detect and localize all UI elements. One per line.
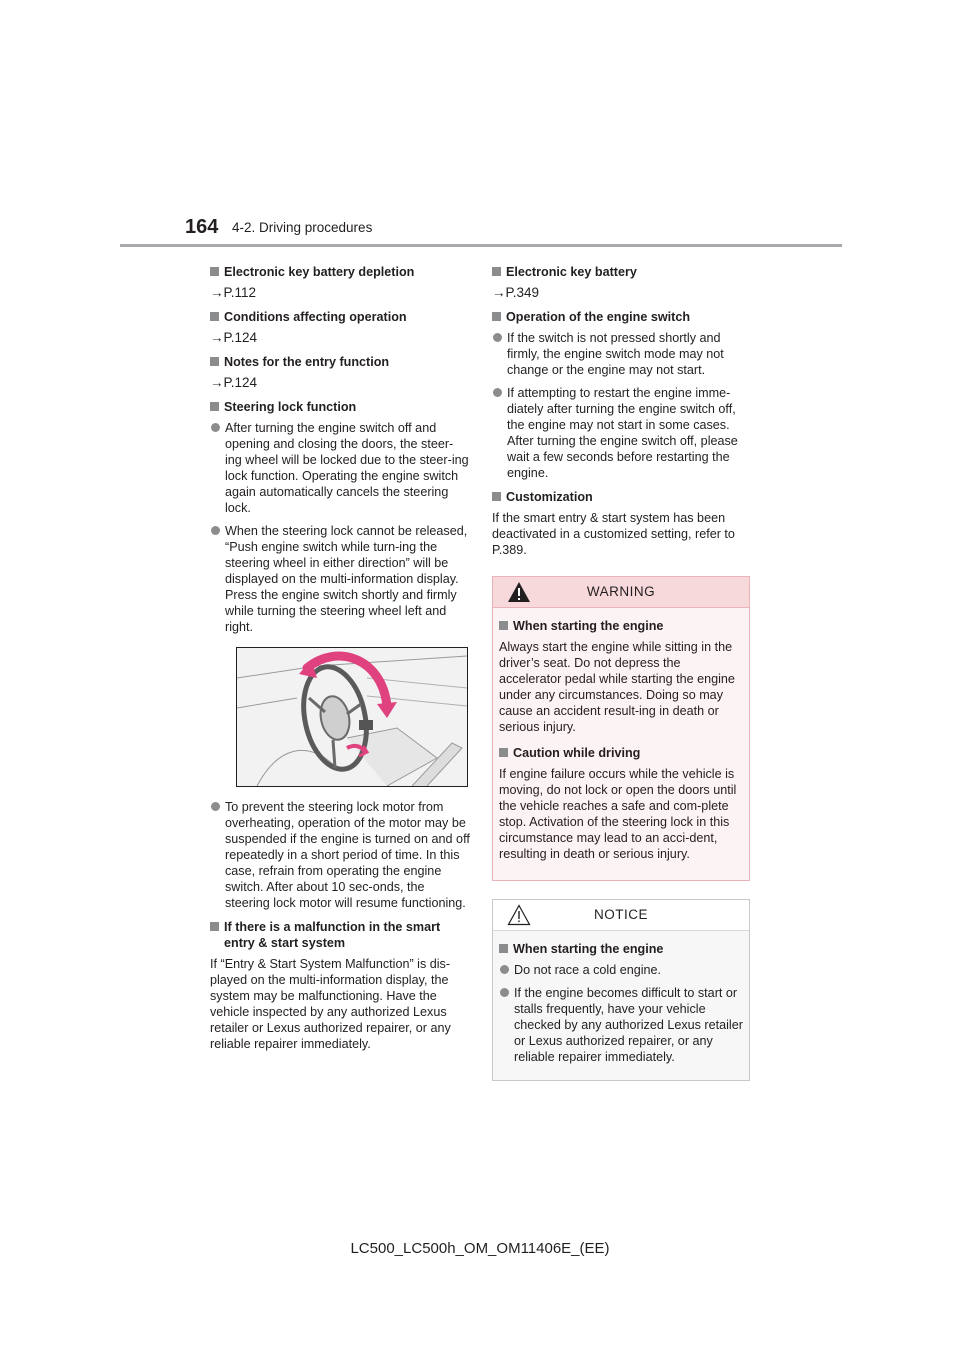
warning-heading-2: Caution while driving: [499, 745, 743, 761]
header-divider: [120, 244, 842, 247]
malfunction-text: If “Entry & Start System Malfunction” is dis-played on the multi-information display, the system may be malfunctioning. Have the vehicle inspected by any authorized Lexus retailer or Lexus authorized repairer, or any reliable repairer immediately.: [210, 957, 451, 1051]
entry-notes-heading: Notes for the entry function: [210, 354, 470, 370]
steering-lock-bullet-1: After turning the engine switch off and opening and closing the doors, the steer-ing wheel will be locked due to the steer-ing lock function. Operating the engine switch again automatically cancels the steering lock.: [210, 420, 470, 516]
key-battery-depletion-heading: Electronic key battery depletion: [210, 264, 470, 280]
electronic-key-battery-ref[interactable]: →P.349: [492, 285, 540, 300]
customization-heading: Customization: [492, 489, 752, 505]
electronic-key-battery-heading: Electronic key battery: [492, 264, 752, 280]
conditions-heading: Conditions affecting operation: [210, 309, 470, 325]
steering-lock-bullet-2-instruction: Press the engine switch shortly and firmly while turning the steering wheel left and right.: [225, 588, 457, 634]
warning-text-1: Always start the engine while sitting in the driver’s seat. Do not depress the accelerator pedal while starting the engine under any circumstances. Doing so may cause an accident result-ing in death or serious injury.: [499, 640, 735, 734]
steering-lock-bullet-3: To prevent the steering lock motor from overheating, operation of the motor may be suspended if the engine is turned on and off repeatedly in a short period of time. In this case, refrain from operating the engine switch. After about 10 sec-onds, the steering lock motor will resume functioning.: [210, 799, 470, 911]
steering-wheel-drawing: [237, 648, 467, 786]
warning-header: [493, 577, 749, 608]
key-battery-depletion-ref[interactable]: →P.112: [210, 285, 257, 300]
engine-switch-bullet-2: If attempting to restart the engine imme-diately after turning the engine switch off, the engine may not start in some cases. After turning the engine switch off, please wait a few seconds before restarting the engine.: [492, 385, 752, 481]
left-column: [210, 256, 470, 1060]
steering-lock-bullet-2-text: When the steering lock cannot be released, “Push engine switch while turn-ing the steering wheel in either direction” will be displayed on the multi-information display.: [225, 524, 468, 586]
engine-switch-bullet-1: If the switch is not pressed shortly and firmly, the engine switch mode may not change or the engine may not start.: [492, 330, 752, 378]
notice-body: [493, 931, 749, 1080]
conditions-ref[interactable]: →P.124: [210, 330, 258, 345]
steering-lock-heading: Steering lock function: [210, 399, 470, 415]
notice-bullet-1: Do not race a cold engine.: [499, 962, 743, 978]
section-title: 4-2. Driving procedures: [232, 220, 373, 235]
footer-doc-id: LC500_LC500h_OM_OM11406E_(EE): [350, 1240, 610, 1257]
warning-text-2: If engine failure occurs while the vehicle is moving, do not lock or open the doors until the vehicle reaches a safe and com-plete stop. Activation of the steering lock in this circumstance may lead to an acci-dent, resulting in death or serious injury.: [499, 767, 737, 861]
warning-title: WARNING: [586, 584, 656, 599]
customization-text: If the smart entry & start system has been deactivated in a customized setting, refer to P.389.: [492, 511, 735, 557]
notice-box: [492, 899, 750, 1081]
notice-heading: When starting the engine: [499, 941, 743, 957]
warning-body: [493, 608, 749, 880]
warning-triangle-icon: [507, 581, 531, 603]
warning-heading-1: When starting the engine: [499, 618, 743, 634]
warning-box: [492, 576, 750, 881]
malfunction-heading: If there is a malfunction in the smart entry & start system: [210, 919, 470, 951]
right-column: [492, 256, 752, 1081]
entry-notes-ref[interactable]: →P.124: [210, 375, 258, 390]
steering-lock-bullet-2: [210, 523, 470, 635]
caution-triangle-icon: [507, 904, 531, 926]
steering-wheel-illustration: [236, 647, 468, 787]
engine-switch-operation-heading: Operation of the engine switch: [492, 309, 752, 325]
notice-bullet-2: If the engine becomes difficult to start or stalls frequently, have your vehicle checked by any authorized Lexus retailer or Lexus authorized repairer, or any reliable repairer immediately.: [499, 985, 743, 1065]
notice-title: NOTICE: [593, 907, 648, 922]
page-number: 164: [185, 216, 219, 238]
notice-header: [493, 900, 749, 931]
